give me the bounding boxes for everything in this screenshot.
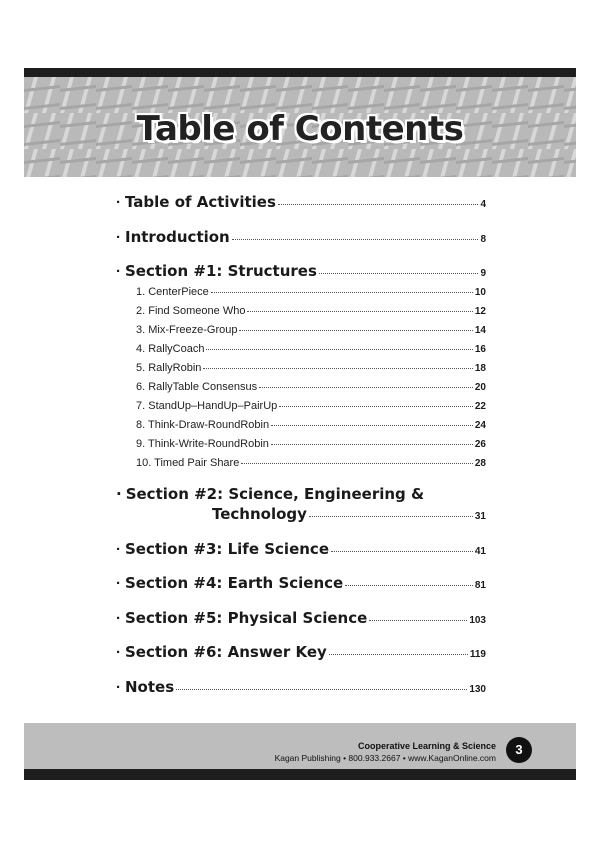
dot-leader [247,311,472,312]
toc-entry-page: 31 [474,511,486,522]
toc-entry-label: Section #6: Answer Key [125,643,327,661]
toc-entry[interactable] [116,678,486,696]
dot-leader [176,689,467,690]
page-number-badge: 3 [506,737,532,763]
dot-leader [239,330,472,331]
bullet: · [116,575,121,592]
bullet: · [116,644,121,661]
toc-subentry-label: 3. Mix-Freeze-Group [136,324,238,336]
toc-entry-label-continued: Technology [212,505,307,523]
toc-subentry-page: 12 [474,306,486,317]
dot-leader [232,239,479,240]
toc-subentry[interactable] [136,438,486,450]
toc-entry-page: 103 [469,615,486,626]
dot-leader [309,516,473,517]
toc-subentry[interactable] [136,381,486,393]
toc-subentry[interactable] [136,324,486,336]
dot-leader [279,406,473,407]
toc-entry-page: 4 [480,199,486,210]
toc-entry[interactable] [116,262,486,280]
toc-subentry-label: 2. Find Someone Who [136,305,246,317]
footer-contact: Kagan Publishing • 800.933.2667 • www.KaganOnline.com [274,753,496,763]
toc-subentry-label: 6. RallyTable Consensus [136,381,258,393]
toc-entry-page: 41 [474,546,486,557]
toc-entry-label: Section #1: Structures [125,262,317,280]
toc-subentry[interactable] [136,362,486,374]
toc-entry[interactable] [116,609,486,627]
toc-entry-page: 130 [469,684,486,695]
toc-entry-label: Section #4: Earth Science [125,574,344,592]
dot-leader [369,620,467,621]
bullet: · [116,485,122,503]
toc-subentry-page: 22 [474,401,486,412]
dot-leader [271,444,473,445]
toc-entry[interactable] [116,228,486,246]
dot-leader [259,387,473,388]
dot-leader [211,292,473,293]
bullet: · [116,263,121,280]
dot-leader [278,204,479,205]
toc-subentry[interactable] [136,286,486,298]
toc-subentry-page: 18 [474,363,486,374]
toc-subentry[interactable] [136,419,486,431]
toc-entry-label: Section #5: Physical Science [125,609,368,627]
bullet: · [116,610,121,627]
toc-subentry-page: 28 [474,458,486,469]
toc-subentry-page: 10 [474,287,486,298]
top-bar [24,68,576,77]
footer-book-title: Cooperative Learning & Science [357,741,496,751]
toc-subentry-page: 16 [474,344,486,355]
bullet: · [116,229,121,246]
toc-entry[interactable] [116,540,486,558]
toc-subentry[interactable] [136,457,486,469]
toc-entry-label: Introduction [125,228,230,246]
toc-entry-label: Section #2: Science, Engineering & [125,485,425,503]
dot-leader [331,551,473,552]
dot-leader [206,349,472,350]
page-title: Table of Contents [136,109,464,149]
toc-subentry[interactable] [136,343,486,355]
toc-entry-section-2[interactable] [116,485,486,523]
toc-entry-page: 8 [480,234,486,245]
dot-leader [319,273,479,274]
toc-subentry-label: 4. RallyCoach [136,343,205,355]
toc-subentry-label: 7. StandUp–HandUp–PairUp [136,400,278,412]
toc-subentry-page: 20 [474,382,486,393]
bottom-bar [24,769,576,780]
dot-leader [271,425,473,426]
toc-entry-page: 119 [469,649,486,660]
bullet: · [116,541,121,558]
dot-leader [203,368,472,369]
toc-subentry-page: 24 [474,420,486,431]
dot-leader [345,585,473,586]
toc-subentry-label: 10. Timed Pair Share [136,457,240,469]
bullet: · [116,679,121,696]
toc-subentry-page: 14 [474,325,486,336]
bullet: · [116,194,121,211]
toc-subentry-label: 9. Think-Write-RoundRobin [136,438,269,450]
toc-subentry-label: 1. CenterPiece [136,286,209,298]
header-band [24,77,576,177]
toc-entry-label: Table of Activities [125,193,276,211]
toc-entry[interactable] [116,643,486,661]
toc-entry[interactable] [116,193,486,211]
dot-leader [329,654,468,655]
toc-subentry[interactable] [136,400,486,412]
dot-leader [241,463,473,464]
toc-entry-page: 9 [480,268,486,279]
footer-band [24,723,576,769]
toc-entry-label: Notes [125,678,175,696]
toc-subentry-label: 8. Think-Draw-RoundRobin [136,419,270,431]
toc-subentry-page: 26 [474,439,486,450]
toc-entry-page: 81 [474,580,486,591]
toc-subentry[interactable] [136,305,486,317]
page [24,68,576,780]
toc-entry-label: Section #3: Life Science [125,540,329,558]
toc-subentry-label: 5. RallyRobin [136,362,202,374]
toc-entry[interactable] [116,574,486,592]
